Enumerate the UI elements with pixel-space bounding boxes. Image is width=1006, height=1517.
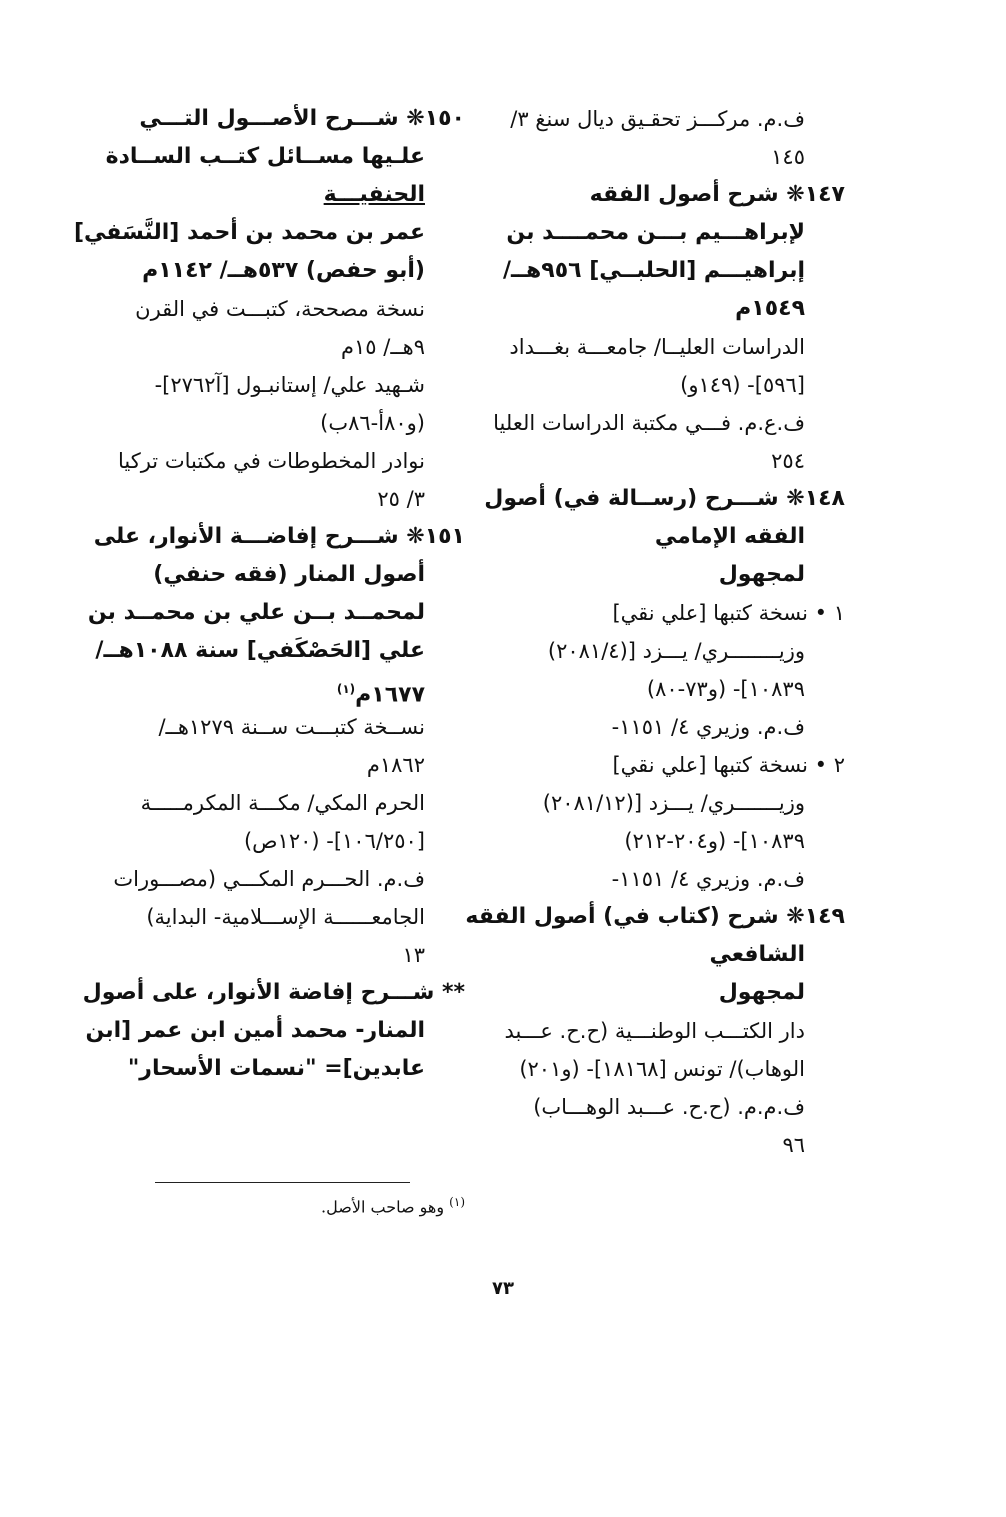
entry-149-author: لمجهول [718, 980, 805, 1005]
entry-150-author-1: عمر بن محمد بن أحمد [النَّسَفي] [73, 220, 425, 245]
entry-147-detail-3: ف.ع.م. فـــي مكتبة الدراسات العليا [493, 411, 805, 435]
entry-148-heading-cont: الفقه الإمامي [654, 524, 805, 549]
entry-147-detail-4: ٢٥٤ [771, 449, 805, 473]
entry-147-author-2: إبراهيـــم [الحلبــي] ٩٥٦هــ/ [502, 258, 805, 283]
footnote [155, 1195, 465, 1216]
entry-149-heading-cont: الشافعي [709, 942, 805, 967]
continuation-line-2: ١٤٥ [771, 145, 805, 169]
entry-149-detail-3: ف.م.م. (ح.ح. عـــبد الوهـــاب) [533, 1095, 805, 1119]
entry-151-author-3-text: ١٦٧٧م [355, 682, 425, 708]
entry-151-detail-5: ف.م. الحـــرم المكـــي (مصـــورات [113, 867, 425, 891]
entry-150-heading-1: ١٥٠❋ شـــرح الأصـــول التـــي [139, 106, 465, 131]
entry-148-copy-2-line-2: ١٠٨٣٩]- (و٢٠٤-٢١٢) [624, 829, 805, 853]
entry-151-author-2: علي [الحَصْكَفي] سنة ١٠٨٨هــ/ [95, 638, 425, 663]
entry-149-detail-1: دار الكتـــب الوطنـــية (ح.ح. عـــبد [504, 1019, 805, 1043]
entry-147-detail-1: الدراسات العليــا/ جامعـــة بغـــداد [509, 335, 805, 359]
left-column [73, 100, 465, 1088]
continuation-line-1: ف.م. مركـــز تحقـيق ديال سنغ ٣/ [510, 107, 805, 131]
entry-148-heading: ١٤٨❋ شـــرح (رســالة في) أصول [484, 486, 845, 511]
cross-ref-line-1: ** شـــرح إفاضة الأنوار، على أصول [82, 980, 465, 1005]
entry-149-detail-4: ٩٦ [782, 1133, 805, 1157]
entry-148-copy-2-line-1: وزيـــــــري/ يـــزد [(٢٠٨١/١٢) [542, 791, 805, 815]
entry-148-copy-2-line-3: ف.م. وزيري ٤/ ١١٥١- [611, 867, 805, 891]
footnote-reference: (١) [336, 682, 356, 696]
entry-147-detail-2: [٥٩٦]- (١٤٩و) [680, 373, 805, 397]
entry-148-copy-1-line-1: وزيــــــــري/ يـــزد [(٢٠٨١/٤) [547, 639, 805, 663]
entry-150-detail-6: ٣/ ٢٥ [377, 487, 425, 511]
entry-147-author-3: ١٥٤٩م [735, 296, 805, 321]
page-number: ٧٣ [492, 1278, 514, 1299]
entry-150-detail-5: نوادر المخطوطات في مكتبات تركيا [117, 449, 425, 473]
cross-ref-line-2: المنار- محمد أمين ابن عمر [ابن [85, 1018, 425, 1043]
entry-151-detail-6: الجامعــــــة الإســـلامية- البداية) [146, 905, 425, 929]
entry-151-detail-7: ١٣ [402, 943, 425, 967]
entry-147-author-1: لإبراهـــيم بـــن محمــــد بن [506, 220, 805, 245]
entry-150-heading-2: علـيها مســائل كتــب الســادة [105, 144, 425, 169]
footnote-text: وهو صاحب الأصل. [321, 1197, 445, 1217]
entry-151-author-1: لمحمــد بــن علي بن محمــد بن [87, 600, 425, 625]
entry-148-copy-1-line-2: ١٠٨٣٩]- (و٧٣-٨٠) [646, 677, 805, 701]
entry-149-heading: ١٤٩❋ شرح (كتاب في) أصول الفقه [465, 904, 845, 929]
entry-151-detail-3: الحرم المكي/ مكـــة المكرمـــــة [140, 791, 425, 815]
footnote-divider [155, 1182, 410, 1183]
footnote-mark: (١) [449, 1195, 465, 1209]
right-column [465, 100, 845, 1164]
entry-147-heading: ١٤٧❋ شرح أصول الفقه [589, 182, 845, 207]
entry-150-heading-3: الحنفيـــة [323, 182, 425, 207]
entry-151-heading-2: أصول المنار (فقه حنفي) [153, 562, 425, 587]
entry-150-author-2: (أبو حفص) ٥٣٧هــ/ ١١٤٢م [142, 258, 425, 283]
entry-150-detail-4: (و٨٠أ-٨٦ب) [320, 411, 425, 435]
entry-149-detail-2: الوهاب)/ تونس [١٨١٦٨]- (و٢٠١) [519, 1057, 805, 1081]
entry-148-copy-1-label: ١ • نسخة كتبها [علي نقي] [612, 601, 845, 625]
entry-150-detail-3: شـهيد علي/ إستانبـول [آ٢٧٦٢]- [154, 373, 425, 397]
entry-151-detail-4: [١٠٦/٢٥٠]- (١٢٠ص) [243, 829, 425, 853]
entry-151-author-3 [120, 670, 465, 708]
entry-148-author: لمجهول [718, 562, 805, 587]
entry-151-detail-2: ١٨٦٢م [366, 753, 425, 777]
entry-150-detail-1: نسخة مصححة، كتبـــت في القرن [135, 297, 425, 321]
entry-151-detail-1: نســخة كتبـــت ســنة ١٢٧٩هــ/ [158, 715, 425, 739]
entry-151-heading-1: ١٥١❋ شـــرح إفاضـــة الأنوار، على [93, 524, 465, 549]
entry-148-copy-2-label: ٢ • نسخة كتبها [علي نقي] [612, 753, 845, 777]
cross-ref-line-3: عابدين]= "نسمات الأسحار" [127, 1056, 425, 1081]
entry-150-detail-2: ٩هــ/ ١٥م [341, 335, 425, 359]
entry-148-copy-1-line-3: ف.م. وزيري ٤/ ١١٥١- [611, 715, 805, 739]
